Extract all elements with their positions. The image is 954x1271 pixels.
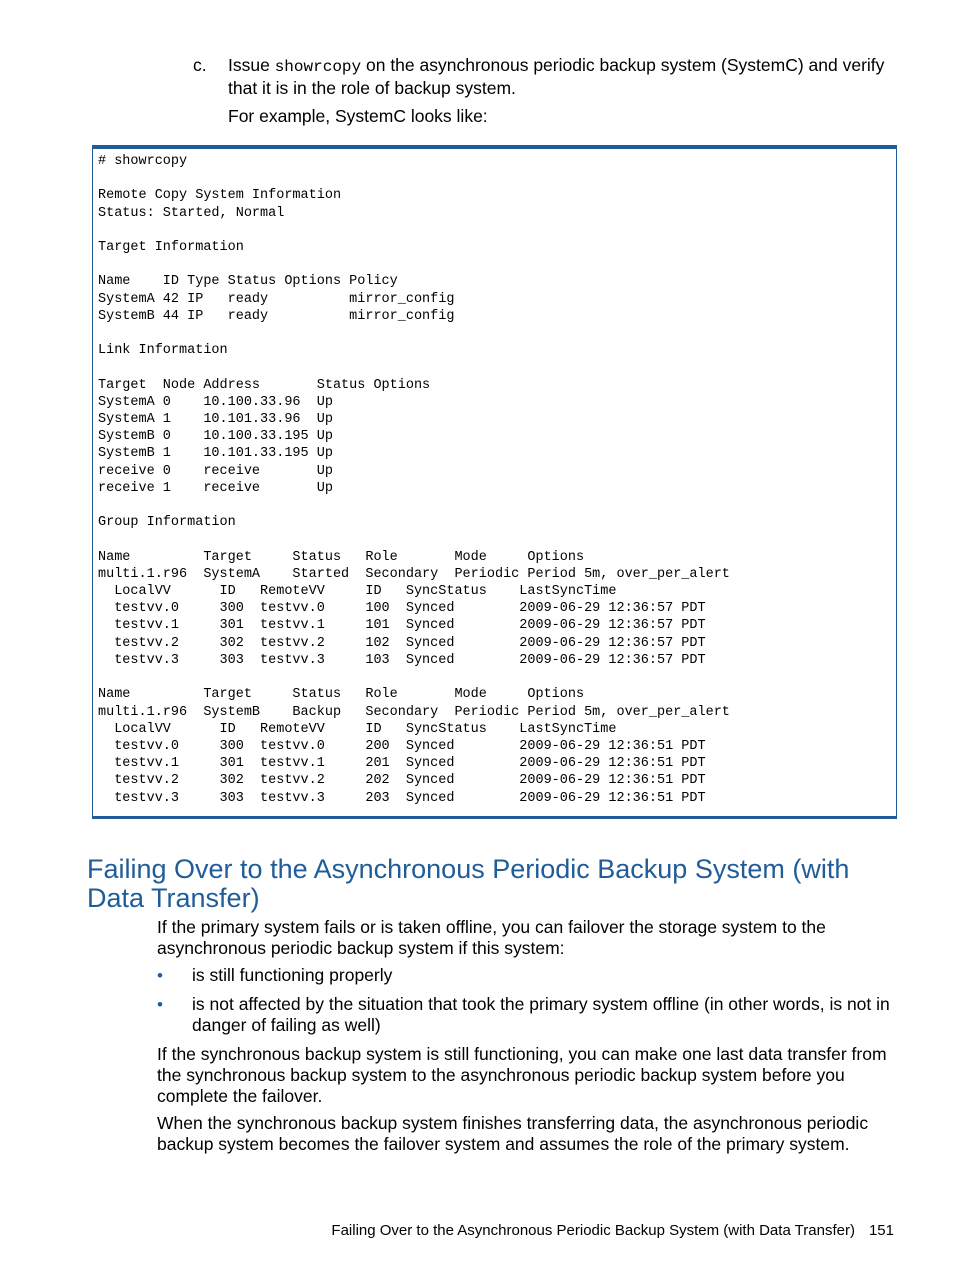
data-transfer-paragraph: If the synchronous backup system is still functioning, you can make one last data transfer from the synchronous backup system to the asynchronous periodic backup system before you complete the failover. xyxy=(157,1044,887,1106)
procedure-step-c xyxy=(193,55,898,127)
code-line: testvv.3 303 testvv.3 103 Synced 2009-06-29 12:36:57 PDT xyxy=(98,652,706,668)
failover-paragraph: When the synchronous backup system finishes transferring data, the asynchronous periodic backup system becomes the failover system and assumes the role of the primary system. xyxy=(157,1113,869,1154)
code-line: LocalVV ID RemoteVV ID SyncStatus LastSyncTime xyxy=(98,584,617,600)
footer-running-title: Failing Over to the Asynchronous Periodic Backup System (with Data Transfer) xyxy=(331,1222,855,1239)
code-line: Target Node Address Status Options xyxy=(98,377,431,393)
code-line: Name Target Status Role Mode Options xyxy=(98,687,585,703)
step-text-before: Issue xyxy=(228,55,275,75)
bullet-icon: • xyxy=(157,995,163,1014)
code-line: Remote Copy System Information xyxy=(98,188,342,204)
intro-paragraph: If the primary system fails or is taken offline, you can failover the storage system to the asynchronous periodic backup system if this system: xyxy=(157,917,826,958)
code-listing xyxy=(93,149,896,807)
code-line: SystemA 42 IP ready mirror_config xyxy=(98,291,455,307)
code-example-box xyxy=(92,145,897,819)
code-line: SystemA 0 10.100.33.96 Up xyxy=(98,394,333,410)
code-line: Name Target Status Role Mode Options xyxy=(98,549,585,565)
list-item-text: is not affected by the situation that took the primary system offline (in other words, is not in danger of failing as well) xyxy=(192,994,890,1035)
list-item xyxy=(157,994,898,1036)
page-footer xyxy=(331,1221,894,1241)
code-line: multi.1.r96 SystemB Backup Secondary Periodic Period 5m, over_per_alert xyxy=(98,704,730,720)
code-line: testvv.2 302 testvv.2 102 Synced 2009-06-29 12:36:57 PDT xyxy=(98,635,706,651)
code-line: Target Information xyxy=(98,240,244,256)
list-item xyxy=(157,965,898,986)
section-content xyxy=(157,917,898,1161)
code-line: testvv.0 300 testvv.0 100 Synced 2009-06-29 12:36:57 PDT xyxy=(98,601,706,617)
page-number: 151 xyxy=(868,1222,894,1239)
step-text-after: on the asynchronous periodic backup system (SystemC) and verify that it is in the role of backup system. xyxy=(228,55,885,98)
code-line: Name ID Type Status Options Policy xyxy=(98,274,398,290)
step-instruction xyxy=(228,55,898,99)
code-line: SystemA 1 10.101.33.96 Up xyxy=(98,412,333,428)
code-line: testvv.1 301 testvv.1 101 Synced 2009-06-29 12:36:57 PDT xyxy=(98,618,706,634)
code-line: SystemB 44 IP ready mirror_config xyxy=(98,308,455,324)
list-item-text: is still functioning properly xyxy=(192,965,393,985)
code-line: testvv.3 303 testvv.3 203 Synced 2009-06-29 12:36:51 PDT xyxy=(98,790,706,806)
code-line: multi.1.r96 SystemA Started Secondary Periodic Period 5m, over_per_alert xyxy=(98,566,730,582)
code-line: receive 1 receive Up xyxy=(98,480,333,496)
example-intro: For example, SystemC looks like: xyxy=(228,106,488,126)
bullet-icon: • xyxy=(157,966,163,985)
code-line: testvv.0 300 testvv.0 200 Synced 2009-06-29 12:36:51 PDT xyxy=(98,738,706,754)
section-heading: Failing Over to the Asynchronous Periodic Backup System (with Data Transfer) xyxy=(87,854,850,913)
step-body xyxy=(228,55,898,127)
command-name: showrcopy xyxy=(274,58,362,76)
code-line: testvv.1 301 testvv.1 201 Synced 2009-06-29 12:36:51 PDT xyxy=(98,756,706,772)
code-line: Status: Started, Normal xyxy=(98,205,285,221)
code-line: SystemB 0 10.100.33.195 Up xyxy=(98,429,333,445)
code-line: receive 0 receive Up xyxy=(98,463,333,479)
code-line: testvv.2 302 testvv.2 202 Synced 2009-06-29 12:36:51 PDT xyxy=(98,773,706,789)
step-marker: c. xyxy=(193,55,207,75)
code-line: Group Information xyxy=(98,515,236,531)
code-line: Link Information xyxy=(98,343,228,359)
code-line: # showrcopy xyxy=(98,154,188,169)
code-line: SystemB 1 10.101.33.195 Up xyxy=(98,446,333,462)
code-line: LocalVV ID RemoteVV ID SyncStatus LastSyncTime xyxy=(98,721,617,737)
condition-list xyxy=(157,965,898,1036)
